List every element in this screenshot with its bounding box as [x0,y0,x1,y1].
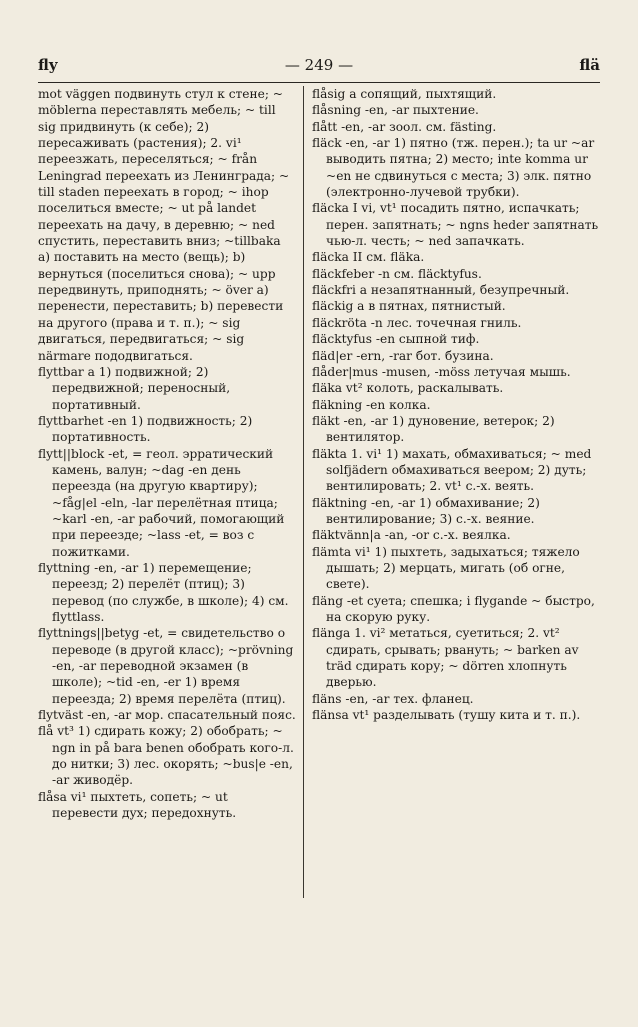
dictionary-entry: fläng -et суета; спешка; i flygande ~ быстро, на скорую руку. [312,593,595,624]
dictionary-entry: fläcktyfus -en сыпной тиф. [312,332,480,347]
dictionary-entry: flåder|mus -musen, -möss летучая мышь. [312,364,571,379]
dictionary-entry: fläckröta -n лес. точечная гниль. [312,315,522,330]
left-running-headword: fly [38,56,58,74]
dictionary-entry: fläkta 1. vi¹ 1) махать, обмахиваться; ~ med solfjädern обмахиваться веером; 2) дуть; вентилировать; 2. vt¹ с.-х. веять. [312,446,592,494]
dictionary-entry: fläns -en, -ar тех. фланец. [312,691,474,706]
dictionary-entry: flyttbarhet -en 1) подвижность; 2) портативность. [38,413,253,445]
page-header [38,56,600,78]
dictionary-entry: fläcka I vi, vt¹ посадить пятно, испачкать; перен. запятнать; ~ ngns heder запятнать чью-л. честь; ~ ned запачкать. [312,201,599,249]
dictionary-entry: flå vt³ 1) сдирать кожу; 2) обобрать; ~ ngn in på bara benen обобрать кого-л. до нитки; 3) лес. окорять; ~bus|e -en, -ar живодёр. [38,724,294,788]
left-column [38,86,296,821]
dictionary-entry: flänsa vt¹ разделывать (тушу кита и т. п.). [312,708,581,723]
dictionary-entry: flytt||block -et, = геол. эрратический камень, валун; ~dag -en день переезда (на другую квартиру); ~fåg|el -eln, -lar перелётная птица; ~karl -en, -ar рабочий, помогающий при переезде; ~lass -et, = воз с пожитками. [38,446,285,559]
dictionary-entry: flyttning -en, -ar 1) перемещение; переезд; 2) перелёт (птиц); 3) перевод (по службе, в школе); 4) см. flyttlass. [38,560,289,624]
dictionary-entry: fläktning -en, -ar 1) обмахивание; 2) вентилирование; 3) с.-х. веяние. [312,495,540,526]
dictionary-entry: flänga 1. vi² метаться, суетиться; 2. vt² сдирать, срывать; рвануть; ~ barken av träd сдирать кору; ~ dörren хлопнуть дверью. [312,626,579,690]
dictionary-entry: flått -en, -ar зоол. см. fästing. [312,119,497,134]
dictionary-entry: mot väggen подвинуть стул к стене; ~ möblerna переставлять мебель; ~ till sig придвинуть (к себе); 2) пересаживать (растения); 2. vi¹ переезжать, переселяться; ~ från Leningrad переехать из Ленинграда; ~ till staden переехать в город; ~ ihop поселиться вместе; ~ ut på landet переехать на дачу, в деревню; ~ ned спустить, переставить вниз; ~tillbaka a) поставить на место (вещь); b) вернуться (поселиться снова); ~ upp передвинуть, приподнять; ~ över a) перенести, переставить; b) перевести на другого (права и т. п.); ~ sig двигаться, передвигаться; ~ sig närmare пододвигаться. [38,87,290,363]
dictionary-entry: fläkning -en колка. [312,397,431,412]
dictionary-entry: flyttnings||betyg -et, = свидетельство о переводе (в другой класс); ~prövning -en, -ar переводной экзамен (в школе); ~tid -en, -er 1) время переезда; 2) время перелёта (птиц). [38,626,294,706]
dictionary-entry: flåsig a сопящий, пыхтящий. [312,87,497,101]
right-column [312,86,600,723]
dictionary-entry: fläckfeber -n см. fläcktyfus. [312,266,482,281]
column-divider [303,86,304,898]
dictionary-entry: fläcka II см. fläka. [312,250,425,265]
dictionary-entry: fläktvänn|a -an, -or с.-х. веялка. [312,528,511,543]
dictionary-entry: fläck -en, -ar 1) пятно (тж. перен.); ta ur ~ar выводить пятна; 2) место; inte komma ur ~en не сдвинуться с места; 3) элк. пятно (электронно-лучевой трубки). [312,136,595,200]
dictionary-entry: flåsa vi¹ пыхтеть, сопеть; ~ ut перевести дух; передохнуть. [38,789,237,821]
dictionary-entry: fläka vt² колоть, раскалывать. [312,381,504,396]
dictionary-entry: flytväst -en, -ar мор. спасательный пояс. [38,708,296,723]
dictionary-entry: fläckig a в пятнах, пятнистый. [312,299,506,314]
dictionary-entry: flåsning -en, -ar пыхтение. [312,103,479,118]
dictionary-entry: fläkt -en, -ar 1) дуновение, ветерок; 2) вентилятор. [312,413,555,445]
page-number: — 249 — [284,56,354,74]
dictionary-entry: flyttbar a 1) подвижной; 2) передвижной; переносный, портативный. [38,364,231,412]
header-rule [38,82,600,83]
dictionary-entry: fläd|er -ern, -rar бот. бузина. [312,348,494,363]
dictionary-entry: flämta vi¹ 1) пыхтеть, задыхаться; тяжело дышать; 2) мерцать, мигать (об огне, свете). [312,544,580,592]
dictionary-entry: fläckfri a незапятнанный, безупречный. [312,283,570,298]
right-running-headword: flä [579,56,600,74]
